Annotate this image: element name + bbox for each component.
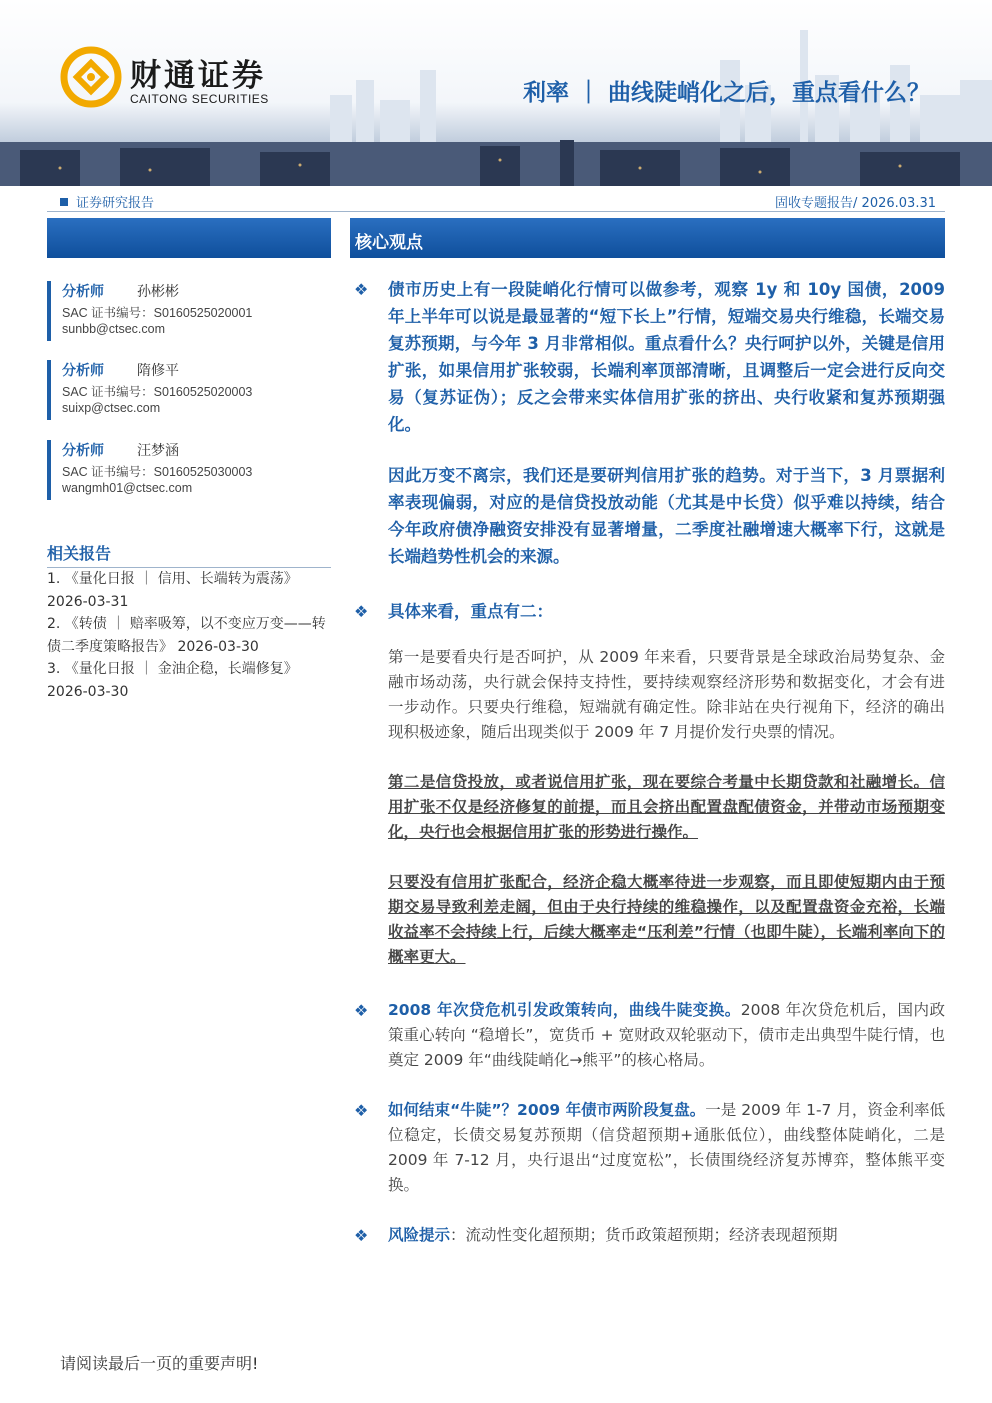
core-paragraph (352, 1098, 945, 1198)
analyst-role: 分析师 (62, 284, 104, 300)
core-paragraph (352, 1223, 945, 1248)
core-paragraph-text: 因此万变不离宗，我们还是要研判信用扩张的趋势。对于当下，3 月票据利率表现偏弱，对应的是信贷投放动能（尤其是中长贷）似乎难以持续，结合今年政府债净融资安排没有显著增量，二季度社融增速大概率下行，这就是长端趋势性机会的来源。 (388, 466, 945, 566)
analyst-card (47, 281, 346, 341)
analyst-card (47, 360, 346, 420)
core-paragraph-text: 第二是信贷投放，或者说信用扩张，现在要综合考量中长期贷款和社融增长。信用扩张不仅是经济修复的前提，而且会挤出配置盘配债资金，并带动市场预期变化，央行也会根据信用扩张的形势进行操作。 (388, 773, 945, 841)
core-paragraph-lead: 2008 年次贷危机引发政策转向，曲线牛陡变换。 (388, 1001, 741, 1019)
core-paragraph-text: 具体来看，重点有二： (388, 602, 553, 621)
core-view-title: 核心观点 (355, 233, 423, 253)
left-column-banner (47, 218, 331, 258)
report-category-date: 固收专题报告/ 2026.03.31 (775, 196, 936, 211)
risk-warning-text: ：流动性变化超预期；货币政策超预期；经济表现超预期 (450, 1226, 838, 1244)
diamond-bullet-icon: ❖ (354, 1226, 369, 1245)
core-paragraph (352, 998, 945, 1073)
core-paragraph (352, 598, 945, 625)
related-reports-list (47, 568, 337, 703)
related-report-item[interactable]: 3. 《量化日报 ｜ 金油企稳，长端修复》 2026-03-30 (47, 661, 298, 700)
analyst-sac: SAC 证书编号：S0160525020003 (62, 385, 253, 399)
core-paragraph (352, 645, 945, 745)
company-logo (60, 46, 310, 116)
core-paragraph-text: 2008 年次贷危机后，国内政策重心转向 “稳增长”，宽货币 + 宽财政双轮驱动下，债市走出典型牛陡行情，也奠定 2009 年“曲线陡峭化→熊平”的核心格局。 (388, 1001, 945, 1069)
diamond-bullet-icon: ❖ (354, 1001, 369, 1020)
core-paragraph-text: 债市历史上有一段陡峭化行情可以做参考，观察 1y 和 10y 国债，2009 年上半年可以说是最显著的“短下长上”行情，短端交易央行维稳，长端交易复苏预期，与今年 3 月非常相似。重点看什么？央行呵护以外，关键是信用扩张，如果信用扩张较弱，长端利率顶部清晰，且调整后一定会进行反向交易（复苏证伪）；反之会带来实体信用扩张的挤出、央行收紧和复苏预期强化。 (388, 280, 945, 434)
analyst-name: 孙彬彬 (137, 284, 179, 300)
disclaimer-note: 请阅读最后一页的重要声明! (60, 1354, 259, 1373)
analyst-role: 分析师 (62, 443, 104, 459)
caitong-logo-icon (60, 46, 122, 108)
analyst-name: 隋修平 (137, 363, 179, 379)
core-paragraph (352, 770, 945, 845)
core-paragraph (352, 276, 945, 438)
core-view-banner (350, 218, 945, 258)
related-report-item[interactable]: 2. 《转债 ｜ 赔率吸筹，以不变应万变——转债二季度策略报告》 2026-03-30 (47, 616, 326, 655)
diamond-bullet-icon: ❖ (354, 1101, 369, 1120)
analyst-sac: SAC 证书编号：S0160525030003 (62, 465, 253, 479)
page-header (0, 0, 992, 186)
report-title: 利率 ｜ 曲线陡峭化之后，重点看什么？ (522, 80, 930, 106)
analyst-name: 汪梦涵 (137, 443, 179, 459)
core-paragraph-text: 一是 2009 年 1-7 月，资金利率低位稳定，长债交易复苏预期（信贷超预期+通胀低位），曲线整体陡峭化，二是 2009 年 7-12 月，央行退出“过度宽松”，长债围绕经济复苏博弈，整体熊平变换。 (388, 1101, 945, 1194)
related-reports-title: 相关报告 (47, 541, 331, 568)
analyst-email: suixp@ctsec.com (62, 401, 161, 415)
logo-text-cn: 财通证券 (130, 58, 266, 94)
risk-warning-label: 风险提示 (388, 1226, 451, 1244)
report-type-text: 证券研究报告 (76, 196, 155, 211)
report-type-label (60, 192, 154, 211)
core-view-content (352, 276, 945, 1248)
core-paragraph (352, 462, 945, 570)
analyst-email: wangmh01@ctsec.com (62, 481, 193, 495)
square-bullet-icon (60, 198, 68, 206)
core-paragraph-text: 只要没有信用扩张配合，经济企稳大概率待进一步观察，而且即使短期内由于预期交易导致利差走阔，但由于央行持续的维稳操作，以及配置盘资金充裕，长端收益率不会持续上行，后续大概率走“压利差”行情（也即牛陡），长端利率向下的概率更大。 (388, 873, 945, 966)
core-paragraph (352, 870, 945, 970)
diamond-bullet-icon: ❖ (354, 280, 369, 299)
diamond-bullet-icon: ❖ (354, 602, 369, 621)
analyst-card (47, 440, 346, 500)
header-divider (47, 211, 945, 212)
analyst-sac: SAC 证书编号：S0160525020001 (62, 306, 253, 320)
core-paragraph-text: 第一是要看央行是否呵护，从 2009 年来看，只要背景是全球政治局势复杂、金融市场动荡，央行就会保持支持性，要持续观察经济形势和数据变化，才会有进一步动作。只要央行维稳，短端就有确定性。除非站在央行视角下，经济的确出现积极迹象，随后出现类似于 2009 年 7 月提价发行央票的情况。 (388, 648, 945, 741)
analyst-role: 分析师 (62, 363, 104, 379)
related-report-item[interactable]: 1. 《量化日报 ｜ 信用、长端转为震荡》 2026-03-31 (47, 571, 298, 610)
core-paragraph-lead: 如何结束“牛陡”？2009 年债市两阶段复盘。 (388, 1101, 706, 1119)
analyst-email: sunbb@ctsec.com (62, 322, 166, 336)
logo-text-en: CAITONG SECURITIES (130, 92, 269, 106)
